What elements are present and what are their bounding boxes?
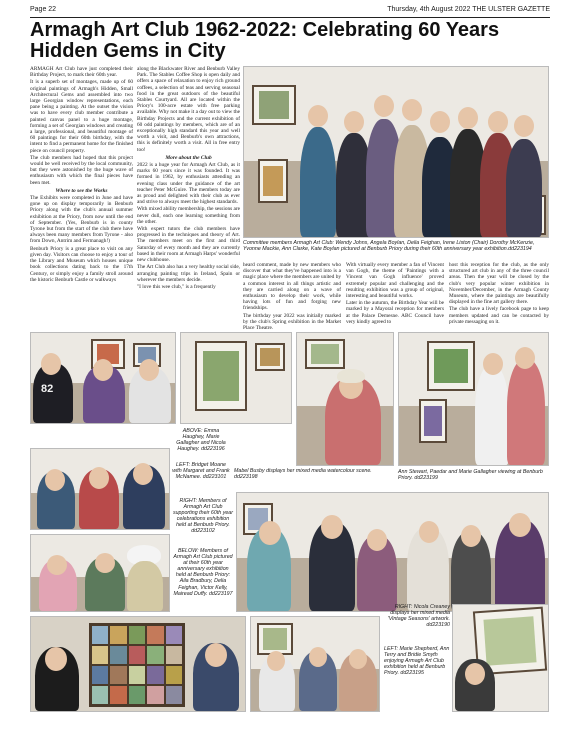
paragraph: The club members had hoped that this project would be well received by the local community, but they were astonished by the huge wave of enthusiasm with which the final pieces have been met. — [30, 154, 133, 186]
paragraph: ARMAGH Art Club have just completed their Birthday Project, to mark their 60th year. — [30, 66, 133, 79]
article-column-1 — [30, 66, 133, 284]
paragraph: host this reception for the club, as the only structured art club in any of the three council areas. Then the year will be closed by the club's very popular winter exhibition in November/December, in the Armagh County Museum, where the paintings are beautifully displayed in the fine art gallery there. — [449, 262, 549, 306]
paragraph: With mixed ability membership, the sessions are never dull, each one learning something from the other. — [137, 206, 240, 225]
header-rule — [30, 17, 550, 18]
paragraph: heard comment, made by new members who discover that what they've happened into is a magic place where the members are united by a common interest in all things artistic and they are carried along on a wave of enthusiasm to develop their work, while having lots of fun and forging new friendships. — [243, 262, 341, 312]
paragraph: Later in the autumn, the Birthday Year will be marked by a Mayoral reception for members at the Palace Demesne. ABC Council have very kindly agreed to — [346, 300, 444, 325]
issue-date-masthead: Thursday, 4th August 2022 THE ULSTER GAZETTE — [387, 6, 550, 13]
paragraph: along the Blackwater River and Benburb Valley Park. The Stables Coffee Shop is open daily and offers a space of relaxation to enjoy rich ground coffees, a selection of teas and serving seasonal food in the great outdoors of the beautiful Stables Courtyard. All are located within the Priory's 100-acre estate with free parking available. Why not make it a day out to view the Birthday Projects and the current exhibition of 60 odd paintings by members, which are of an exceptionally high standard this year and well worth a visit, and Benburb's own attractions, this is definitely worth a visit. All in free entry too! — [137, 66, 240, 153]
subheading: More about the Club — [165, 154, 212, 161]
paragraph: The Art Club also has a very healthy social side, arranging painting trips in Ireland, Spain or wherever the members decide. — [137, 264, 240, 283]
members-group-photo — [236, 492, 549, 612]
article-column-3 — [243, 262, 341, 332]
below-caption: BELOW: Members of Armagh Art Club pictured at their 60th year anniversary exhibition held at Benburb Priory: Aila Bradbury, Delia Feighan, Victor Kelly, Mairead Duffy. dd223197 — [173, 548, 233, 597]
paragraph: It is a superb set of montages, made up of 60 original paintings of Armagh's Hidden, Small Architectural Gems and assembled into two large Georgian window representations, each pane being a painting. At the outset the vision was to have every club member contribute a painted canvas panel to a huge montage, forming a set of Georgian windows and creating a large, professional, and beautiful montage of 60 paintings for their 60th birthday, with the intent to find a permanent home for the finished piece on council property. — [30, 79, 133, 154]
mabel-caption: Mabel Busby displays her mixed media watercolour scene. dd223198 — [234, 468, 372, 481]
nicola-caption: RIGHT: Nicola Creaney displays her mixed media 'Vintage Seasons' artwork. dd223190 — [387, 604, 450, 629]
haughey-photo — [30, 332, 176, 424]
headline: Armagh Art Club 1962-2022: Celebrating 60 Years Hidden Gems in City — [30, 19, 500, 62]
paragraph: The club have a lively facebook page to keep members updated and can be contacted by private messaging on it. — [449, 306, 549, 325]
nicola-creaney-photo — [452, 604, 549, 712]
article-column-5 — [449, 262, 549, 326]
paragraph: Benburb Priory is a great place to visit on any given day. Visitors can choose to enjoy a tour of the Library and Museum which houses unique book collections dating back to the 17th Century, or simply enjoy a family stroll around the historic Benburb Castle or walkways — [30, 245, 133, 283]
page-number: Page 22 — [30, 6, 57, 13]
ann-caption: Ann Stewart, Paedar and Marie Gallagher viewing at Benburb Priory. dd223199 — [398, 469, 543, 482]
members-support-photo — [30, 534, 170, 612]
left-bridget-caption: LEFT: Bridget Moane with Margaret and Frank McNamee. dd223101 — [172, 462, 230, 481]
committee-group-photo — [243, 66, 549, 238]
marie-caption: LEFT: Marie Shepherd, Ann Terry and Bridie Smyth enjoying Armagh Art Club exhibition held at Benburb Priory. dd223195 — [384, 646, 450, 677]
right-members-caption: RIGHT: Members of Armagh Art Club supporting their 60th year celebrations exhibition held at Benburb Priory. dd223102 — [172, 498, 234, 535]
ann-stewart-photo — [398, 332, 549, 466]
painting-on-wall-photo — [180, 332, 292, 424]
bridget-moane-photo — [30, 448, 170, 530]
above-caption: ABOVE: Emma Haughey, Marie Gallagher and Nicola Haughey. dd223196 — [176, 428, 226, 453]
paragraph: The birthday year 2022 was initially marked by the club's Spring exhibition in the Market Place Theatre. — [243, 312, 341, 332]
marie-shepherd-photo — [250, 616, 380, 712]
article-column-4 — [346, 262, 444, 326]
subheading: Where to see the Works — [55, 187, 108, 194]
article-column-2 — [137, 66, 240, 291]
montage-window-photo — [30, 616, 246, 712]
committee-caption: Committee members Armagh Art Club: Wendy Johns, Angela Boylan, Delia Feighan, Irene Liston (Chair) Dorothy McKenzie, Yvonne Mackie, Ann Clarke, Kate Boylan pictured at Benburb Priory during their 60th anniversary year exhibition.dd223194 — [243, 240, 535, 253]
shirt-number: 82 — [41, 383, 54, 395]
paragraph: The Exhibits were completed in June and have gone up on display temporarily in Benburb Priory along with the club's annual summer exhibition at the Priory, from now until the end of September. (Yes, Benburb is in county Tyrone but from the start of the club there have always been many members from Tyrone - also from Down, Antrim and Fermanagh!) — [30, 195, 133, 245]
paragraph: With expert tutors the club members have progressed in the techniques and theory of Art. The members meet on the first and third Saturday of every month and they are currently based in their room at Armagh Harps' wonderful new clubhouse. — [137, 226, 240, 264]
paragraph: 2022 is a huge year for Armagh Art Club, as it marks 60 years since it was founded. It was formed in 1962, by enthusiasts attending an evening class under the guidance of the art teacher Peter McGuire. The members today are as proud and delighted with their club as ever and strive to always meet the highest standards. — [137, 162, 240, 206]
paragraph: "I love this wee club," is a frequently — [137, 283, 216, 290]
paragraph: With virtually every member a fan of Vincent van Gogh, the theme of 'Paintings with a Vincent van Gogh influence' proved extremely popular and challenging and the resulting exhibition was a group of original, interesting and beautiful works. — [346, 262, 444, 300]
mabel-busby-photo — [296, 332, 394, 466]
montage-grid — [89, 623, 185, 707]
